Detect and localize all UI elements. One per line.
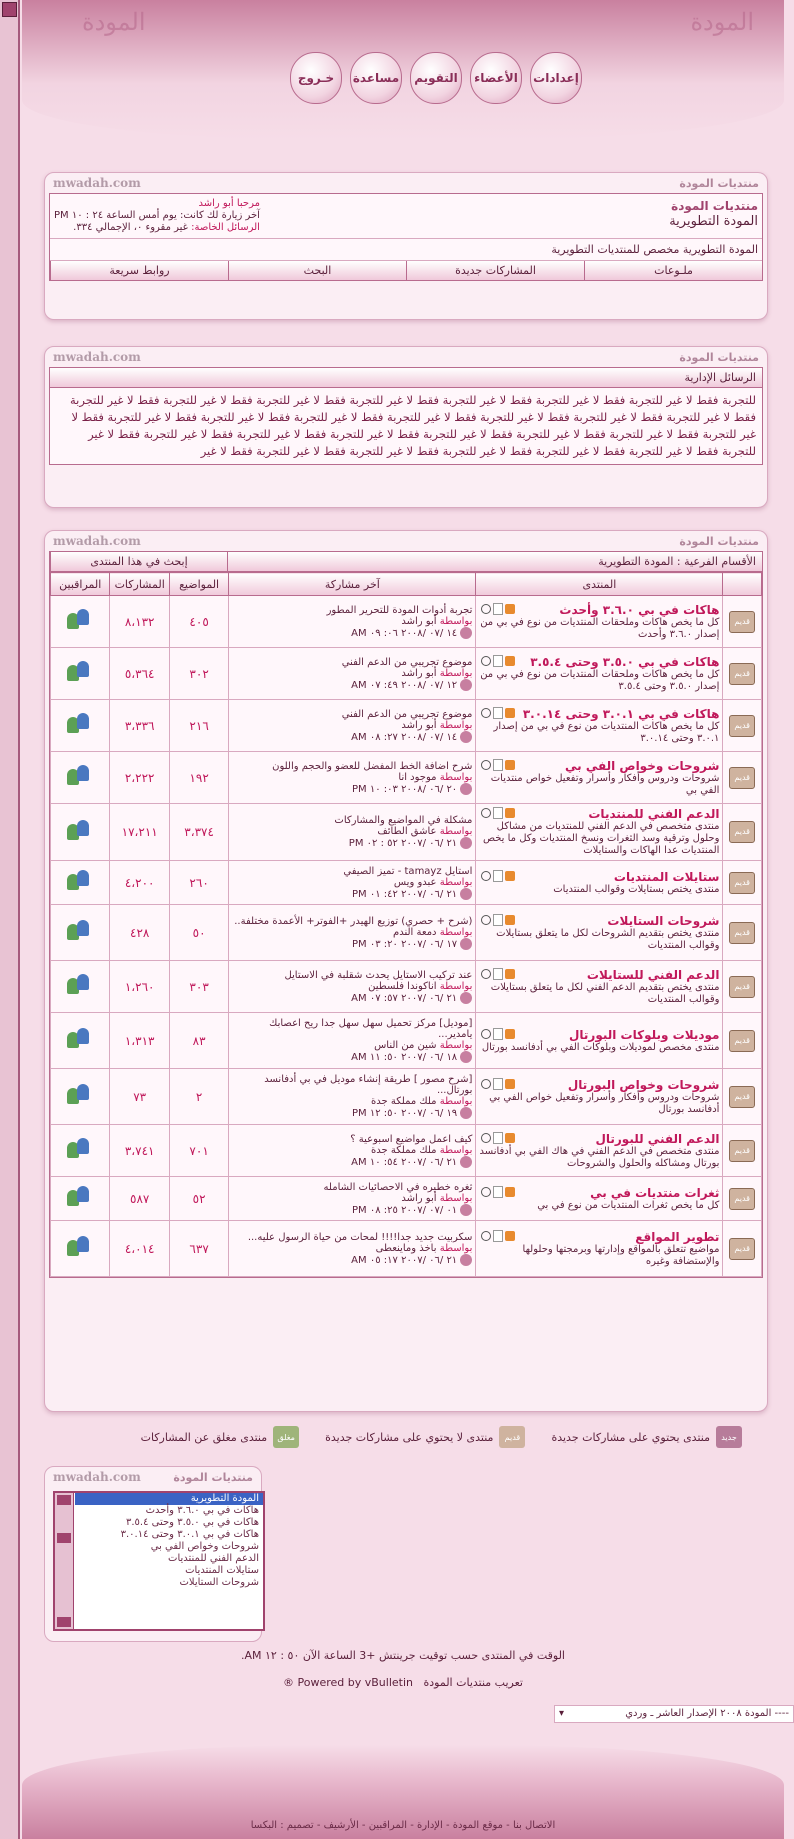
page <box>22 0 789 1839</box>
forum-desc: منتدى يختص بتقديم الدعم الفني لكل ما يتعلق بستايلات وقوالب المنتديات <box>490 981 720 1005</box>
go-to-last-post-icon[interactable] <box>460 1051 472 1063</box>
time-note: الوقت في المنتدى حسب توقيت جرينتش +3 الساعة الآن ٥٠ : ١٢ AM. <box>240 1649 565 1662</box>
last-post-title[interactable]: ثغره خطيره في الاحصائيات الشامله <box>323 1181 473 1193</box>
nav-calendar-button[interactable]: التقويم <box>410 52 462 104</box>
legend-closed-text: منتدى مغلق عن المشاركات <box>140 1430 268 1444</box>
admin-messages-title: الرسائل الإدارية <box>50 368 762 388</box>
rss-icon[interactable] <box>505 871 515 881</box>
document-icon[interactable] <box>493 914 503 926</box>
last-post-date: ٢٠ /٠٦ /٢٠٠٨ ٠٣: ١٠ PM <box>351 783 458 795</box>
forum-name[interactable]: الدعم الفني للمنتديات <box>588 807 720 821</box>
forum-status-icon: قديم <box>729 1140 755 1162</box>
nav-buttons <box>252 52 582 106</box>
last-post-title[interactable]: [موديل] مركز تحميل سهل سهل جدا ريح اعصابك يامدير... <box>269 1018 473 1040</box>
topics-count: ٣٠٢ <box>169 648 228 700</box>
site-domain: mwadah.com <box>53 534 141 548</box>
rss-icon[interactable] <box>505 1029 515 1039</box>
forum-status-icon: قديم <box>729 1030 755 1052</box>
forum-name[interactable]: ستايلات المنتديات <box>613 869 720 884</box>
document-icon[interactable] <box>493 707 503 719</box>
moderators-icon[interactable] <box>67 1236 93 1258</box>
jump-items <box>75 1493 263 1589</box>
forum-desc: مواضيع تتعلق بالمواقع وإدارتها وبرمجتها وحلولها والإستضافة وغيره <box>522 1243 720 1267</box>
last-post-author[interactable]: أبو راشد <box>401 1192 437 1204</box>
rss-icon[interactable] <box>505 1231 515 1241</box>
forum-name[interactable]: شروحات الستايلات <box>607 913 720 928</box>
forum-row <box>51 804 762 861</box>
forum-jump-list[interactable] <box>53 1491 265 1631</box>
subforums-header <box>50 552 762 572</box>
panel-title-bar <box>45 173 767 193</box>
jump-item[interactable]: ستايلات المنتديات <box>185 1565 259 1576</box>
topics-count: ٢١٦ <box>169 700 228 752</box>
rss-icon[interactable] <box>505 1133 515 1143</box>
last-post-author[interactable]: شين من الناس <box>374 1040 437 1051</box>
posts-count: ٤،٠١٤ <box>110 1221 169 1277</box>
scroll-thumb[interactable] <box>57 1533 71 1543</box>
last-post-date: ٢١ /٠٦ /٢٠٠٧ ٥٢ : ٠٢ PM <box>348 838 458 849</box>
go-to-last-post-icon[interactable] <box>460 1204 472 1216</box>
navbar-menu <box>50 261 762 280</box>
document-icon[interactable] <box>493 1186 503 1198</box>
legend-new-text: منتدى يحتوي على مشاركات جديدة <box>551 1430 710 1444</box>
posts-count: ٥٨٧ <box>110 1177 169 1221</box>
new-posts-icon: جديد <box>716 1426 742 1448</box>
go-to-last-post-icon[interactable] <box>460 731 472 743</box>
forum-status-icon: قديم <box>729 611 755 633</box>
last-post-title[interactable]: [شرح مصور ] طريقة إنشاء موديل في بي أدفانسد بورتال... <box>264 1074 473 1096</box>
site-domain: mwadah.com <box>53 176 141 190</box>
collapse-icon[interactable] <box>2 2 17 17</box>
topics-count: ٢٦٠ <box>169 861 228 905</box>
go-to-last-post-icon[interactable] <box>460 1156 472 1168</box>
by-label: بواسطة <box>439 826 473 837</box>
rss-icon[interactable] <box>505 1187 515 1197</box>
rss-icon[interactable] <box>505 808 515 818</box>
forum-name[interactable]: هاكات في بي ٣.٠.١ وحتى ٣.٠.١٤ <box>522 706 720 721</box>
document-icon[interactable] <box>493 1132 503 1144</box>
by-label: بواسطة <box>439 876 473 888</box>
forum-status-icon: قديم <box>729 767 755 789</box>
rss-icon[interactable] <box>505 1079 515 1089</box>
forum-jump-panel <box>44 1466 262 1642</box>
posts-count: ٥،٣٦٤ <box>110 648 169 700</box>
topics-count: ٣،٣٧٤ <box>169 804 228 861</box>
legend-old-text: منتدى لا يحتوي على مشاركات جديدة <box>325 1430 494 1444</box>
header <box>22 0 784 140</box>
forum-desc: منتدى متخصص في الدعم الفني في هاك الفي بي أدفانسد بورتال ومشاكله والحلول والشروحات <box>479 1145 720 1169</box>
last-post-title[interactable]: سكربيت جديد جدا!!!! لمحات من حياة الرسول عليه... <box>247 1231 473 1243</box>
jump-item[interactable]: شروحات وخواص الفي بي <box>150 1541 259 1552</box>
search-icon[interactable] <box>481 760 491 770</box>
document-icon[interactable] <box>493 655 503 667</box>
navbar-box <box>49 193 763 281</box>
last-post-title[interactable]: موضوع تجريبي من الدعم الفني <box>341 708 473 720</box>
moderators-icon[interactable] <box>67 920 93 942</box>
forum-status-icon: قديم <box>729 715 755 737</box>
by-label: بواسطة <box>439 615 473 627</box>
search-icon[interactable] <box>481 915 491 925</box>
posts-count: ١٧،٢١١ <box>110 804 169 861</box>
forum-status-icon: قديم <box>729 1238 755 1260</box>
panel-title: منتديات المودة <box>679 350 759 364</box>
last-post-author[interactable]: دمعة الندم <box>393 926 437 938</box>
last-post-title[interactable]: تجربة أدوات المودة للتحرير المطور <box>326 604 473 616</box>
style-select[interactable]: ---- المودة ٢٠٠٨ الإصدار العاشر ـ وردي ▾ <box>554 1705 794 1723</box>
moderators-icon[interactable] <box>67 870 93 892</box>
logo-left: المودة <box>82 8 146 36</box>
forum-status-icon: قديم <box>729 872 755 894</box>
go-to-last-post-icon[interactable] <box>460 1107 472 1119</box>
forum-desc: منتدى مخصص لموديلات وبلوكات الفي بي أدفانسد بورتال <box>481 1041 720 1053</box>
forum-desc: منتدى يختص بتقديم الشروحات لكل ما يتعلق بستايلات وقوالب المنتديات <box>496 927 720 951</box>
posts-count: ٣،٧٤١ <box>110 1125 169 1177</box>
document-icon[interactable] <box>493 759 503 771</box>
last-post-date: ٢١ /٠٦ /٢٠٠٧ ٥٤: ١٠ AM <box>351 1156 458 1168</box>
topics-count: ٢ <box>169 1069 228 1125</box>
forum-row <box>51 752 762 804</box>
nav-settings-button[interactable]: إعدادات <box>530 52 582 104</box>
topics-count: ٥٠ <box>169 905 228 961</box>
last-post-title[interactable]: شرح اضافة الخط المفضل للعضو والحجم واللون <box>272 760 473 772</box>
rss-icon[interactable] <box>505 708 515 718</box>
forum-name[interactable]: الدعم الفني للبورتال <box>595 1131 720 1146</box>
forum-list-box <box>49 551 763 1278</box>
go-to-last-post-icon[interactable] <box>460 938 472 950</box>
last-post-author[interactable]: أبو راشد <box>401 615 437 627</box>
forum-status-icon: قديم <box>729 1086 755 1108</box>
forum-desc: منتدى يختص بستايلات وقوالب المنتديات <box>553 883 720 895</box>
last-post-author[interactable]: باخذ وماينعطى <box>375 1242 437 1254</box>
admin-messages-box <box>49 367 763 465</box>
last-post-date: ١٤ /٠٧ /٢٠٠٨ ٠٦: ٠٩ AM <box>351 627 458 639</box>
by-label: بواسطة <box>439 1192 473 1204</box>
by-label: بواسطة <box>439 719 473 731</box>
scroll-up-icon[interactable] <box>57 1495 71 1505</box>
last-post-author[interactable]: عاشق الطائف <box>377 826 437 837</box>
user-info <box>54 198 260 234</box>
moderators-icon[interactable] <box>67 820 93 842</box>
by-label: بواسطة <box>439 667 473 679</box>
forum-desc: شروحات ودروس وأفكار وأسرار وتفعيل خواص منتديات الفي بي <box>490 772 720 796</box>
forum-row <box>51 596 762 648</box>
admin-message-text: للتجربة فقط لا غير للتجربة فقط لا غير للتجربة فقط لا غير للتجربة فقط لا غير للتجربة فقط لا غير للتجربة فقط لا غير للتجربة فقط لا غير للتجربة فقط لا غير للتجربة فقط لا غير للتجربة فقط لا غير للتجربة فقط لا غير للتجربة فقط لا غير للتجربة فقط لا غير للتجربة فقط لا غير للتجربة فقط لا غير للتجربة فقط لا غير للتجربة فقط لا غير للتجربة فقط لا غير للتجربة فقط لا غير للتجربة فقط لا غير للتجربة فقط لا غير للتجربة فقط لا غير للتجربة فقط لا غير للتجربة فقط لا غير للتجربة فقط لا غير للتجربة فقط لا غير للتجربة فقط لا غير للتجربة فقط لا غير <box>69 393 756 458</box>
pm-label[interactable]: الرسائل الخاصة: <box>191 222 260 233</box>
forum-status-icon: قديم <box>729 922 755 944</box>
posts-count: ٤٢٨ <box>110 905 169 961</box>
last-post-author[interactable]: أبو راشد <box>401 667 437 679</box>
navbar-panel <box>44 172 768 320</box>
last-post-author[interactable]: موجود انا <box>398 771 437 783</box>
rss-icon[interactable] <box>505 969 515 979</box>
menu-search[interactable]: البحث <box>228 261 406 280</box>
moderators-icon[interactable] <box>67 713 93 735</box>
moderators-icon[interactable] <box>67 661 93 683</box>
last-post-author[interactable]: ملك مملكة جدة <box>371 1144 437 1156</box>
search-icon[interactable] <box>481 708 491 718</box>
search-icon[interactable] <box>481 1133 491 1143</box>
search-icon[interactable] <box>481 656 491 666</box>
topics-count: ٧٠١ <box>169 1125 228 1177</box>
last-post-title[interactable]: عند تركيب الاستايل يحدث شقلبة في الاستايل <box>284 969 473 981</box>
posts-count: ٢،٢٢٢ <box>110 752 169 804</box>
moderators-icon[interactable] <box>67 765 93 787</box>
document-icon[interactable] <box>493 1230 503 1242</box>
last-post-date: ١٩ /٠٦ /٢٠٠٧ ٥٠: ١٢ PM <box>351 1108 458 1119</box>
forum-row <box>51 648 762 700</box>
topics-count: ٤٠٥ <box>169 596 228 648</box>
by-label: بواسطة <box>439 926 473 938</box>
no-new-posts-icon: قديم <box>499 1426 525 1448</box>
subforums-title: الأقسام الفرعية : المودة التطويرية <box>227 552 762 571</box>
breadcrumb-root[interactable]: منتديات المودة <box>671 199 758 213</box>
last-post-author[interactable]: أبو راشد <box>401 719 437 731</box>
last-visit: آخر زيارة لك كانت: يوم أمس الساعة ٢٤ : ١٠ PM <box>54 210 260 221</box>
forum-list-panel <box>44 530 768 1412</box>
forum-desc: كل ما يخص هاكات وملحقات المنتديات من نوع في بي من إصدار ٣.٥.٠ وحتى ٣.٥.٤ <box>480 668 720 692</box>
forum-row <box>51 700 762 752</box>
last-post-date: ١٨ /٠٦ /٢٠٠٧ ٥٠: ١١ AM <box>351 1052 458 1063</box>
search-icon[interactable] <box>481 871 491 881</box>
last-post-date: ١٢ /٠٧ /٢٠٠٨ ٤٩: ٠٧ AM <box>351 679 458 691</box>
last-post-date: ١٤ /٠٧ /٢٠٠٨ ٢٧: ٠٨ AM <box>351 731 458 743</box>
go-to-last-post-icon[interactable] <box>460 627 472 639</box>
footer-links[interactable]: الاتصال بنا - موقع المودة - الإدارة - المراقبين - الأرشيف - تصميم : البكسا <box>250 1820 556 1831</box>
col-last-post: آخر مشاركة <box>229 573 476 596</box>
go-to-last-post-icon[interactable] <box>460 837 472 849</box>
last-post-title[interactable]: موضوع تجريبي من الدعم الفني <box>341 656 473 668</box>
panel-title: منتديات المودة <box>679 176 759 190</box>
posts-count: ٨،١٣٢ <box>110 596 169 648</box>
last-post-title[interactable]: مشكلة في المواضيع والمشاركات <box>334 815 473 826</box>
last-post-date: ٢١ /٠٦ /٢٠٠٧ ١٧: ٠٥ AM <box>351 1254 458 1266</box>
search-in-forum-button[interactable]: إبحث في هذا المنتدى <box>50 552 227 571</box>
go-to-last-post-icon[interactable] <box>460 888 472 900</box>
forum-name[interactable]: تطوير المواقع <box>635 1229 720 1244</box>
moderators-icon[interactable] <box>67 974 93 996</box>
forum-row <box>51 961 762 1013</box>
left-sidebar-strip <box>0 0 20 1839</box>
posts-count: ١،٣١٣ <box>110 1013 169 1069</box>
posts-count: ٤،٢٠٠ <box>110 861 169 905</box>
jump-item[interactable]: هاكات في بي ٣.٠.١ وحتى ٣.٠.١٤ <box>120 1529 259 1540</box>
topics-count: ٣٠٣ <box>169 961 228 1013</box>
welcome-hello[interactable]: مرحبا أبو راشد <box>198 198 260 209</box>
last-post-author[interactable]: عبدو ويس <box>393 876 437 888</box>
search-icon[interactable] <box>481 1187 491 1197</box>
forum-desc: كل ما يخص هاكات المنتديات من نوع في بي من إصدار ٣.٠.١ وحتى ٣.٠.١٤ <box>493 720 720 744</box>
admin-messages-panel <box>44 346 768 508</box>
rss-icon[interactable] <box>505 604 515 614</box>
search-icon[interactable] <box>481 969 491 979</box>
panel-title-bar <box>45 1467 261 1487</box>
forum-row <box>51 1013 762 1069</box>
chevron-down-icon: ▾ <box>559 1708 565 1719</box>
go-to-last-post-icon[interactable] <box>460 783 472 795</box>
jump-item[interactable]: المودة التطويرية <box>75 1493 263 1505</box>
document-icon[interactable] <box>493 603 503 615</box>
topics-count: ٦٣٧ <box>169 1221 228 1277</box>
forum-status-icon: قديم <box>729 976 755 998</box>
footer <box>22 1745 784 1839</box>
forums-table <box>50 572 762 1277</box>
moderators-icon[interactable] <box>67 609 93 631</box>
rss-icon[interactable] <box>505 656 515 666</box>
nav-members-button[interactable]: الأعضاء <box>470 52 522 104</box>
welcome-row <box>50 194 762 239</box>
breadcrumb <box>669 198 758 234</box>
forum-name[interactable]: شروحات وخواص البورتال <box>567 1077 720 1092</box>
forum-desc: شروحات ودروس وأفكار وأسرار وتفعيل خواص الفي بي أدفانسد بورتال <box>489 1091 720 1115</box>
document-icon[interactable] <box>493 968 503 980</box>
forum-desc: كل ما يخص ثغرات المنتديات من نوع في بي <box>537 1199 720 1211</box>
forum-name[interactable]: هاكات في بي ٣.٦.٠ وأحدث <box>559 602 720 617</box>
by-label: بواسطة <box>439 771 473 783</box>
forum-row <box>51 1221 762 1277</box>
last-post-title[interactable]: استايل tamayz - تميز الصيفي <box>343 865 473 877</box>
last-post-date: ٢١ /٠٦ /٢٠٠٧ ٥٧: ٠٧ AM <box>351 992 458 1004</box>
moderators-icon[interactable] <box>67 1028 93 1050</box>
moderators-icon[interactable] <box>67 1186 93 1208</box>
menu-new-posts[interactable]: المشاركات جديدة <box>406 261 584 280</box>
jump-item[interactable]: هاكات في بي ٣.٦.٠ وأحدث <box>145 1505 259 1516</box>
col-moderators: المراقبين <box>51 573 110 596</box>
moderators-icon[interactable] <box>67 1084 93 1106</box>
search-icon[interactable] <box>481 808 491 818</box>
moderators-icon[interactable] <box>67 1138 93 1160</box>
col-posts: المشاركات <box>110 573 169 596</box>
topics-count: ٥٢ <box>169 1177 228 1221</box>
forum-desc: كل ما يخص هاكات وملحقات المنتديات من نوع في بي من إصدار ٣.٦.٠ وأحدث <box>480 616 720 640</box>
site-domain: mwadah.com <box>53 350 141 364</box>
nav-logout-button[interactable]: خـروج <box>290 52 342 104</box>
forum-status-icon: قديم <box>729 821 755 843</box>
logo-right: المودة <box>690 8 754 36</box>
forum-name[interactable]: هاكات في بي ٣.٥.٠ وحتى ٣.٥.٤ <box>530 654 720 669</box>
forum-name[interactable]: الدعم الفني للستايلات <box>586 967 720 982</box>
document-icon[interactable] <box>493 1078 503 1090</box>
col-topics: المواضيع <box>169 573 228 596</box>
go-to-last-post-icon[interactable] <box>460 679 472 691</box>
posts-count: ٧٣ <box>110 1069 169 1125</box>
topics-count: ١٩٢ <box>169 752 228 804</box>
panel-title-bar <box>45 347 767 367</box>
by-label: بواسطة <box>439 1096 473 1107</box>
credits: تعريب منتديات المودة <box>423 1676 523 1689</box>
panel-title: منتديات المودة <box>679 534 759 548</box>
last-post-title[interactable]: (شرح + حصري) توزيع الهيدر +الفوتر+ الأعمدة مختلفة.. <box>234 915 473 927</box>
go-to-last-post-icon[interactable] <box>460 992 472 1004</box>
search-icon[interactable] <box>481 1079 491 1089</box>
forum-status-icon: قديم <box>729 1188 755 1210</box>
pm-value: غير مقروء ٠، الإجمالي ٣٣٤. <box>73 222 188 233</box>
rss-icon[interactable] <box>505 760 515 770</box>
search-icon[interactable] <box>481 604 491 614</box>
last-post-date: ٢١ /٠٦ /٢٠٠٧ ٤٢: ٠١ PM <box>351 888 458 900</box>
document-icon[interactable] <box>493 1028 503 1040</box>
forum-description: المودة التطويرية مخصص للمنتديات التطويرية <box>50 239 762 261</box>
jump-item[interactable]: هاكات في بي ٣.٥.٠ وحتى ٣.٥.٤ <box>125 1517 259 1528</box>
panel-title: منتديات المودة <box>173 1470 253 1484</box>
scroll-down-icon[interactable] <box>57 1617 71 1627</box>
by-label: بواسطة <box>439 1242 473 1254</box>
forum-row <box>51 1069 762 1125</box>
last-post-date: ١٧ /٠٦ /٢٠٠٧ ٢٠: ٠٣ PM <box>351 938 458 950</box>
forum-row <box>51 861 762 905</box>
forum-row <box>51 905 762 961</box>
forum-row <box>51 1125 762 1177</box>
forum-name[interactable]: ثغرات منتديات في بي <box>590 1185 720 1200</box>
forum-status-icon: قديم <box>729 663 755 685</box>
forum-name[interactable]: موديلات وبلوكات البورتال <box>568 1027 720 1042</box>
jump-item[interactable]: شروحات الستايلات <box>179 1577 259 1588</box>
breadcrumb-current: المودة التطويرية <box>669 214 758 229</box>
search-icon[interactable] <box>481 1231 491 1241</box>
document-icon[interactable] <box>493 807 503 819</box>
last-post-author[interactable]: اناكوندا فلسطين <box>368 980 437 992</box>
jump-scrollbar[interactable] <box>55 1493 74 1629</box>
menu-quick-links[interactable]: روابط سريعة <box>50 261 228 280</box>
search-icon[interactable] <box>481 1029 491 1039</box>
posts-count: ٣،٣٣٦ <box>110 700 169 752</box>
by-label: بواسطة <box>439 980 473 992</box>
jump-item[interactable]: الدعم الفني للمنتديات <box>168 1553 259 1564</box>
last-post-author[interactable]: ملك مملكة جدة <box>371 1096 437 1107</box>
by-label: بواسطة <box>439 1040 473 1051</box>
col-forum: المنتدى <box>476 573 723 596</box>
by-label: بواسطة <box>439 1144 473 1156</box>
powered-by: Powered by vBulletin ® <box>283 1676 413 1689</box>
last-post-date: ٠١ /٠٧ /٢٠٠٧ ٢٥: ٠٨ PM <box>351 1204 458 1216</box>
menu-notices[interactable]: ملـوعات <box>584 261 762 280</box>
forum-row <box>51 1177 762 1221</box>
go-to-last-post-icon[interactable] <box>460 1254 472 1266</box>
topics-count: ٨٣ <box>169 1013 228 1069</box>
rss-icon[interactable] <box>505 915 515 925</box>
posts-count: ١،٢٦٠ <box>110 961 169 1013</box>
forum-desc: منتدى متخصص في الدعم الفني للمنتديات من مشاكل وحلول وترقية وسد الثغرات ونسخ المنتديات وكل ما يخص المنتديات عدا الهاكات والستايلات <box>482 821 720 856</box>
nav-help-button[interactable]: مساعدة <box>350 52 402 104</box>
forum-name[interactable]: شروحات وخواص الفي بي <box>565 758 720 773</box>
last-post-title[interactable]: كيف اعمل مواضيع اسبوعية ؟ <box>350 1133 473 1145</box>
panel-title-bar <box>45 531 767 551</box>
site-domain: mwadah.com <box>53 1470 141 1484</box>
legend <box>92 1426 742 1448</box>
closed-forum-icon: مغلق <box>273 1426 299 1448</box>
document-icon[interactable] <box>493 870 503 882</box>
